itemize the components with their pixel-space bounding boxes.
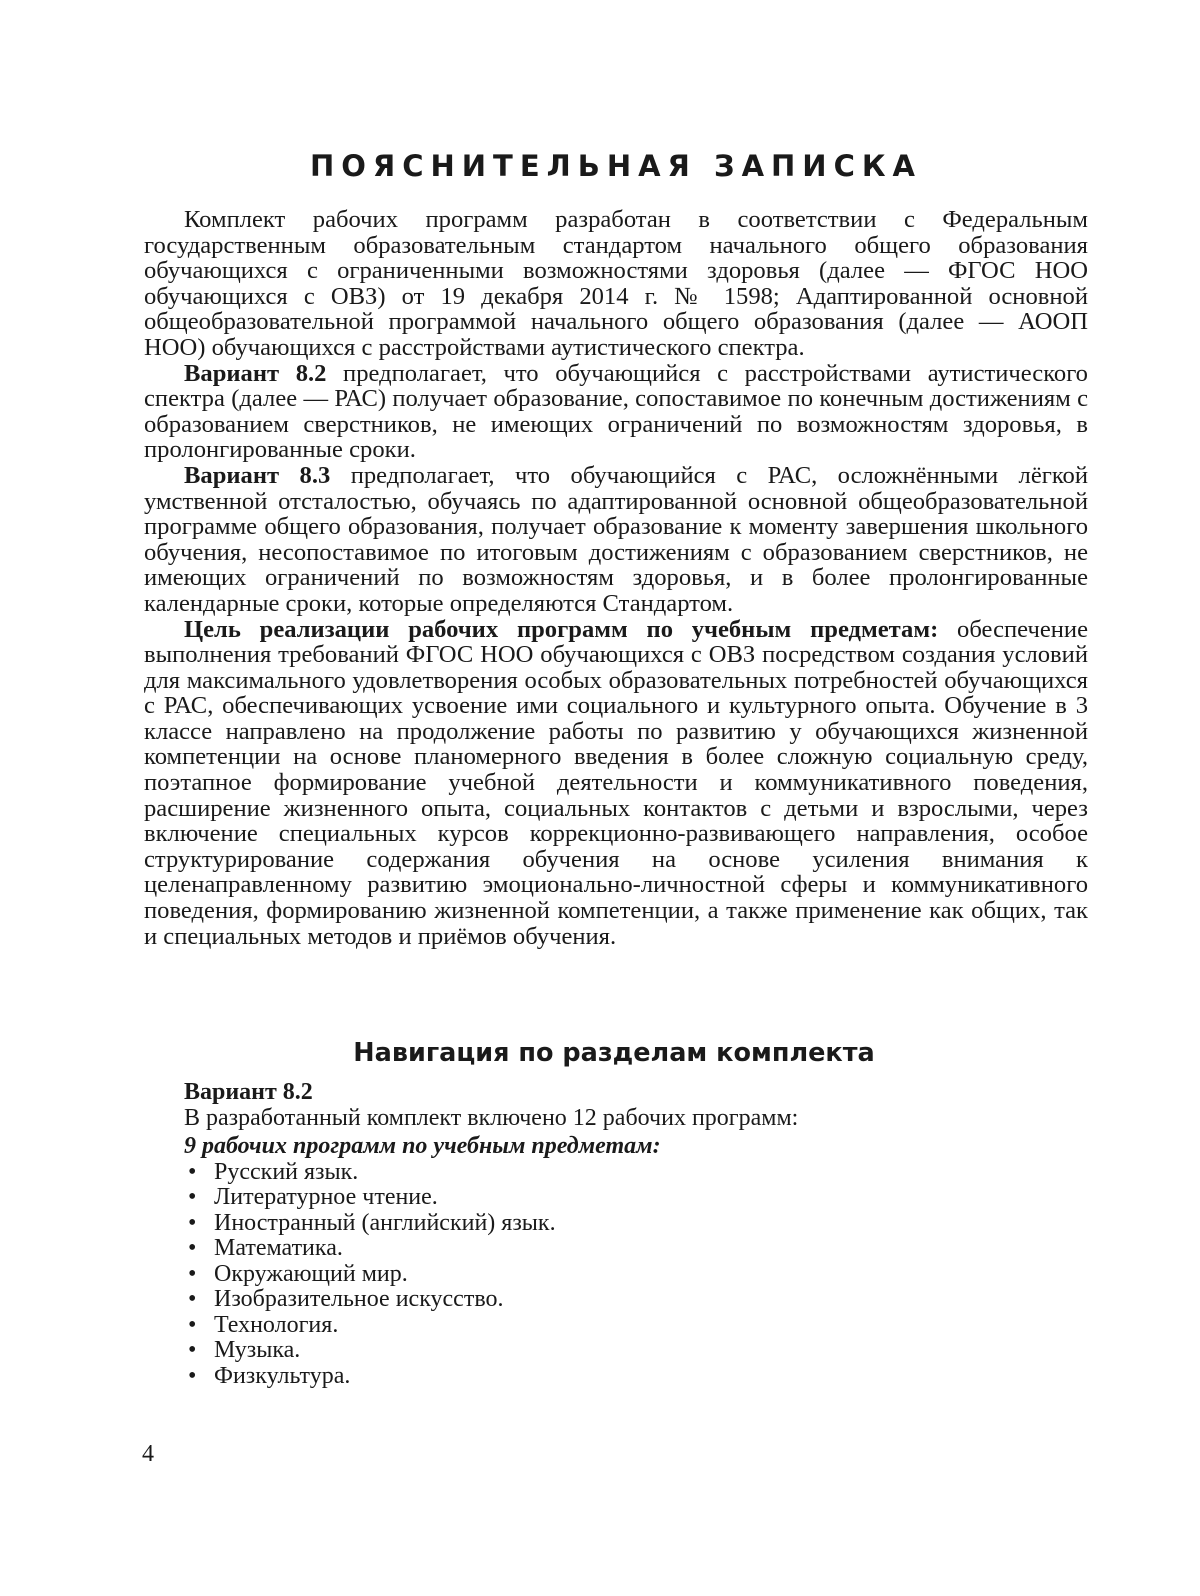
- paragraph-intro-text: Комплект рабочих программ разработан в соответствии с Федеральным государственным образовательным стандартом начального общего образования обучающихся с ограниченными возможностями здоровья (далее — ФГОС НОО обучающихся с ОВЗ) от 19 декабря 2014 г. № 1598; Адаптированной основной общеобразовательной программой начального общего образования (далее — АООП НОО) обучающихся с расстройствами аутистического спектра.: [144, 206, 1088, 361]
- subject-label: Иностранный (английский) язык.: [214, 1209, 556, 1236]
- paragraph-goal-text: обеспечение выполнения требований ФГОС НОО обучающихся с ОВЗ посредством создания условий для максимального удовлетворения особых образовательных потребностей обучающихся с РАС, обеспечивающих усвоение ими социального и культурного опыта. Обучение в 3 классе направлено на продолжение работы по развитию у обучающихся жизненной компетенции на основе планомерного введения в более сложную социальную среду, поэтапное формирование учебной деятельности и коммуникативного поведения, расширение жизненного опыта, социальных контактов с детьми и взрослыми, через включение специальных курсов коррекционно-развивающего направления, особое структурирование содержания обучения на основе усиления внимания к целенаправленному развитию эмоционально-личностной сферы и коммуникативного поведения, формированию жизненной компетенции, а также применение как общих, так и специальных методов и приёмов обучения.: [144, 615, 1088, 950]
- bullet: •: [188, 1311, 197, 1338]
- paragraph-variant-8-3: [144, 463, 1088, 617]
- list-item: [184, 1287, 1084, 1313]
- bullet: •: [188, 1337, 197, 1363]
- list-item: [184, 1236, 1084, 1262]
- list-item: [184, 1338, 1084, 1364]
- page-number: 4: [142, 1441, 154, 1467]
- list-item: [184, 1160, 1084, 1186]
- paragraph-variant-8-2: [144, 361, 1088, 463]
- list-item: [184, 1364, 1084, 1390]
- subject-label: Физкультура.: [214, 1362, 351, 1389]
- bullet: •: [188, 1260, 197, 1287]
- subject-label: Технология.: [214, 1311, 339, 1338]
- subject-label: Русский язык.: [214, 1158, 359, 1185]
- list-item: [184, 1262, 1084, 1288]
- bullet: •: [188, 1209, 197, 1236]
- subject-label: Литературное чтение.: [214, 1184, 438, 1210]
- list-item: [184, 1313, 1084, 1339]
- paragraph-intro: [144, 207, 1088, 361]
- page-title: ПОЯСНИТЕЛЬНАЯ ЗАПИСКА: [309, 149, 923, 183]
- list-item: [184, 1211, 1084, 1237]
- explanatory-text: [144, 207, 1088, 949]
- subject-list: [184, 1160, 1084, 1390]
- bullet: •: [188, 1158, 197, 1185]
- paragraph-variant-8-3-lead: Вариант 8.3: [184, 461, 331, 489]
- list-item: [184, 1185, 1084, 1211]
- bullet: •: [188, 1184, 197, 1210]
- bullet: •: [188, 1286, 197, 1312]
- paragraph-variant-8-2-text: предполагает, что обучающийся с расстройствами аутистического спектра (далее — РАС) получает образование, сопоставимое по конечным достижениям с образованием сверстников, не имеющих ограничений по возможностям здоровья, в пролонгированные сроки.: [144, 359, 1088, 464]
- subject-label: Окружающий мир.: [214, 1260, 408, 1287]
- included-programs-text: В разработанный комплект включено 12 рабочих программ:: [184, 1104, 799, 1131]
- variant-label: Вариант 8.2: [184, 1079, 313, 1105]
- programs-heading: 9 рабочих программ по учебным предметам:: [184, 1133, 661, 1159]
- subject-label: Изобразительное искусство.: [214, 1286, 504, 1312]
- paragraph-goal: [144, 617, 1088, 950]
- paragraph-variant-8-2-lead: Вариант 8.2: [184, 359, 327, 387]
- paragraph-goal-lead: Цель реализации рабочих программ по учебным предметам:: [184, 615, 939, 643]
- section-title: Навигация по разделам комплекта: [353, 1038, 875, 1068]
- subject-label: Музыка.: [214, 1337, 301, 1363]
- paragraph-variant-8-3-text: предполагает, что обучающийся с РАС, осложнёнными лёгкой умственной отсталостью, обучаясь по адаптированной основной общеобразовательной программе общего образования, получает образование к моменту завершения школьного обучения, несопоставимое по итоговым достижениям с образованием сверстников, не имеющих ограничений по возможностям здоровья, и в более пролонгированные календарные сроки, которые определяются Стандартом.: [144, 461, 1088, 617]
- bullet: •: [188, 1362, 197, 1389]
- navigation-section: [184, 1080, 1084, 1389]
- bullet: •: [188, 1235, 197, 1261]
- subject-label: Математика.: [214, 1235, 343, 1261]
